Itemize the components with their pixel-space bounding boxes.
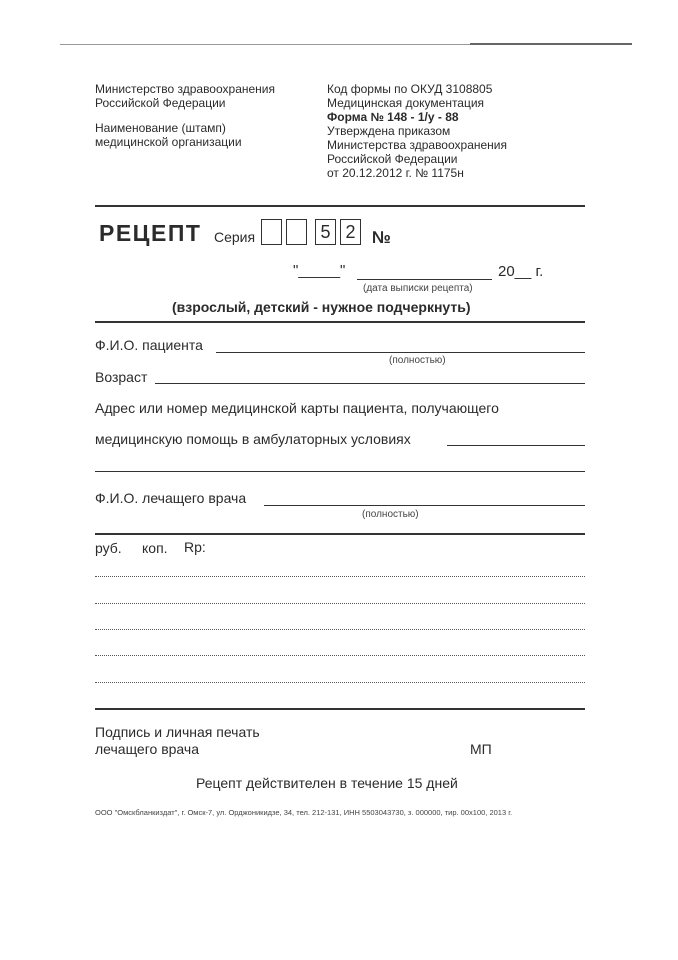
date-day-field[interactable]: "_____" <box>293 262 346 279</box>
ministry-line-2: Российской Федерации <box>95 96 226 110</box>
form-number: Форма № 148 - 1/у - 88 <box>327 110 459 124</box>
medical-documentation: Медицинская документация <box>327 96 485 110</box>
series-box-1[interactable] <box>261 219 282 245</box>
validity-note: Рецепт действителен в течение 15 дней <box>196 775 458 791</box>
series-box-4[interactable]: 2 <box>340 219 361 245</box>
approved-by: Утверждена приказом <box>327 124 451 138</box>
patient-name-line[interactable] <box>216 352 585 353</box>
address-line-1: Адрес или номер медицинской карты пациента, получающего <box>95 400 499 416</box>
okud-code: Код формы по ОКУД 3108805 <box>327 82 493 96</box>
date-caption: (дата выписки рецепта) <box>363 283 473 294</box>
approved-date: от 20.12.2012 г. № 1175н <box>327 166 464 180</box>
age-label: Возраст <box>95 369 148 385</box>
doctor-name-label: Ф.И.О. лечащего врача <box>95 490 247 506</box>
signature-divider <box>95 708 585 710</box>
rx-dotted-line-1[interactable] <box>95 576 585 577</box>
address-line-fill[interactable] <box>447 445 585 446</box>
ministry-line-1: Министерство здравоохранения <box>95 82 275 96</box>
recipe-title: РЕЦЕПТ <box>99 220 202 246</box>
doctor-name-caption: (полностью) <box>362 509 419 520</box>
address-line-2: медицинскую помощь в амбулаторных условиях <box>95 431 411 447</box>
patient-name-label: Ф.И.О. пациента <box>95 337 203 353</box>
rx-dotted-line-5[interactable] <box>95 682 585 683</box>
signature-label-2: лечащего врача <box>95 741 199 757</box>
age-line[interactable] <box>155 383 585 384</box>
header-divider <box>95 205 585 207</box>
series-box-3[interactable]: 5 <box>315 219 336 245</box>
printer-imprint: ООО "Омскбланкиздат", г. Омск-7, ул. Орджоникидзе, 34, тел. 212-131, ИНН 5503043730, з. 000000, тир. 00х100, 2013 г. <box>95 808 513 817</box>
signature-label-1: Подпись и личная печать <box>95 724 260 740</box>
age-group-note: (взрослый, детский - нужное подчеркнуть) <box>172 299 471 315</box>
rx-dotted-line-3[interactable] <box>95 629 585 630</box>
date-year-label: 20__ г. <box>498 263 544 280</box>
approved-country: Российской Федерации <box>327 152 458 166</box>
series-label: Серия <box>214 229 256 245</box>
age-group-divider <box>95 321 585 323</box>
series-box-2[interactable] <box>286 219 307 245</box>
stamp-place-label: МП <box>470 741 492 757</box>
date-line <box>357 279 492 280</box>
rx-divider <box>95 533 585 535</box>
rub-label: руб. <box>95 540 122 556</box>
address-extra-line[interactable] <box>95 471 585 472</box>
kop-label: коп. <box>142 540 168 556</box>
rx-dotted-line-4[interactable] <box>95 655 585 656</box>
header-right <box>327 82 557 180</box>
rp-label: Rp: <box>184 539 206 555</box>
number-label: № <box>372 228 391 247</box>
rx-dotted-line-2[interactable] <box>95 603 585 604</box>
organization-stamp-label-2: медицинской организации <box>95 135 242 149</box>
patient-name-caption: (полностью) <box>389 355 446 366</box>
top-edge-line-dark <box>470 43 632 45</box>
organization-stamp-label-1: Наименование (штамп) <box>95 121 226 135</box>
doctor-name-line[interactable] <box>264 505 585 506</box>
approved-ministry: Министерства здравоохранения <box>327 138 507 152</box>
header-left <box>95 82 320 149</box>
